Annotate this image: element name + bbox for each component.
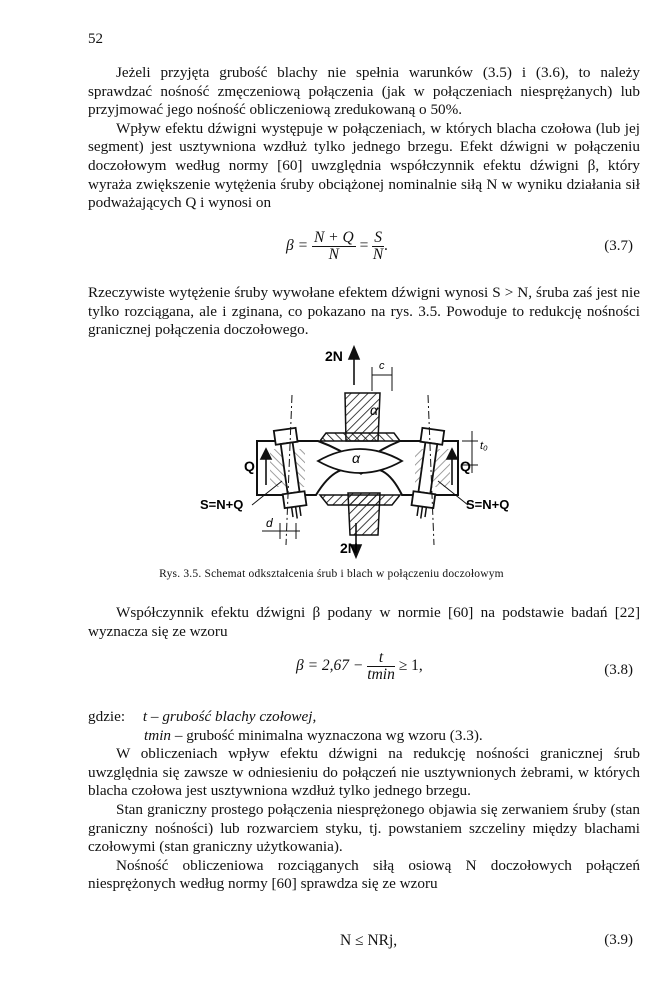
where-item-1: t – grubość blachy czołowej, [142,708,317,725]
label-Q-left: Q [244,458,255,474]
paragraph-1: Jeżeli przyjęta grubość blachy nie spełnia warunków (3.5) i (3.6), to należy sprawdzać nośność zmęczeniową połączenia (jak w połączeniach niesprężanych) lub przyjmować jego nośność obliczeniową zredukowaną o 50%. [88,64,640,119]
label-Q-right: Q [460,458,471,474]
paragraph-7: Nośność obliczeniowa rozciąganych siłą osiową N doczołowych połączeń niesprężonych według normy [60] sprawdza się ze wzoru [88,856,640,893]
where-block [88,708,640,894]
eq37-tail: . [383,237,388,255]
label-2N-top: 2N [325,348,343,364]
eq37-den1: N [328,246,339,263]
where-label: gdzie: [88,708,126,725]
eq37-num2: S [374,229,382,246]
eq38-number: (3.8) [604,662,633,678]
paragraph-5: W obliczeniach wpływ efektu dźwigni na redukcję nośności granicznej śrub uwzględnia się zawsze w odniesieniu do połączeń nie usztywnionych żebrami, w których blacha czołowa jest usztywniona wzdłuż tylko jednego brzegu. [88,745,640,800]
label-t0: t₀ [480,440,488,452]
eq37-fraction-2 [372,230,384,263]
page-number: 52 [88,31,103,47]
figure-caption: Rys. 3.5. Schemat odkształcenia śrub i blach w połączeniu doczołowym [159,568,504,580]
label-S-right: S=N+Q [466,497,510,512]
label-c: c [379,360,385,372]
eq38-rhs: ≥ 1, [398,657,423,675]
paragraph-4: Współczynnik efektu dźwigni β podany w normie [60] na podstawie badań [22] wyznacza się ze wzoru [88,604,640,640]
where-line-2 [88,727,640,746]
eq38-lhs: β = 2,67 − [296,657,364,675]
eq39-number: (3.9) [604,932,633,948]
text-block-top [88,64,640,213]
where-item-2: – grubość minimalna wyznaczona wg wzoru (3.3). [174,726,483,744]
eq37-number: (3.7) [604,238,633,254]
paragraph-6: Stan graniczny prostego połączenia niesprężonego objawia się zerwaniem śruby (stan graniczny nośności) lub rozwarciem styku, tj. powstaniem szczeliny między blachami czołowymi (stan graniczny użytkowania). [88,800,640,856]
eq38-den: tmin [367,666,395,683]
where-line-1 [88,708,640,727]
eq38-fraction [367,650,395,683]
eq38-num: t [367,650,395,667]
label-alpha-1: α [370,402,378,418]
eq37-lhs: β = [286,237,309,255]
figure-3-5 [0,345,663,565]
label-S-left: S=N+Q [200,497,244,512]
text-block-2 [88,284,640,340]
text-block-3 [88,604,640,641]
label-2N-bottom: 2N [340,540,358,556]
paragraph-2: Wpływ efektu dźwigni występuje w połączeniach, w których blacha czołowa (lub jej segment) jest usztywniona wzdłuż tylko jednego brzegu. Efekt dźwigni w połączeniu doczołowym według normy [60] uwzględnia współczynnik efektu dźwigni β, który wyraża zwiększenie wytężenia śruby obciążonej nominalnie siłą N w wyniku działania sił podważających Q i wynosi on [88,119,640,212]
label-d: d [266,516,273,530]
eq37-mid: = [359,237,369,255]
equation-3-8 [296,650,423,683]
eq37-fraction-1 [312,230,356,263]
equation-3-7 [286,230,388,263]
label-alpha-2: α [352,450,360,466]
where-symbol-tmin: tmin [144,726,172,744]
eq37-den2: N [372,246,384,263]
eq37-num1: N + Q [313,229,354,246]
equation-3-9: N ≤ NRj, [340,932,398,949]
paragraph-3: Rzeczywiste wytężenie śruby wywołane efektem dźwigni wynosi S > N, śruba zaś jest nie tylko rozciągana, ale i zginana, co pokazano na rys. 3.5. Powoduje to redukcję nośności granicznej połączenia doczołowego. [88,284,640,339]
